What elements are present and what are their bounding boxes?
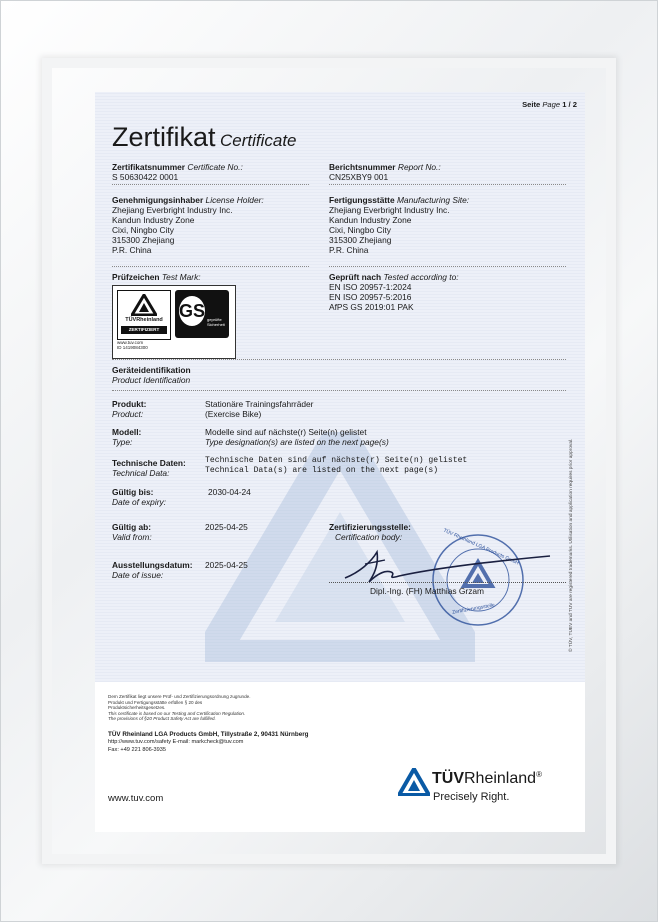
- report-no-value: CN25XBY9 001: [329, 172, 389, 182]
- divider: [329, 184, 566, 185]
- manufacturing-site-block: [329, 195, 469, 255]
- gs-mark-sub: [207, 317, 225, 327]
- technical-data-value-en: Technical Data(s) are listed on the next page(s): [205, 466, 439, 475]
- stamp-inner-text: Zertifizierungsstelle: [451, 602, 496, 616]
- valid-until-value: 2030-04-24: [208, 487, 251, 497]
- page-title: [112, 122, 297, 152]
- cert-no-block: [112, 162, 243, 182]
- cert-body-label-en: Certification body:: [335, 532, 403, 542]
- cert-no-value: S 50630422 0001: [112, 172, 179, 182]
- standard-line: EN ISO 20957-1:2024: [329, 282, 412, 292]
- standard-line: AfPS GS 2019:01 PAK: [329, 302, 414, 312]
- tuv-mark-text: TÜVRheinland: [125, 317, 163, 323]
- footnote-line: Dem Zertifikat liegt unsere Prüf- und Zertifizierungsordnung zugrunde.: [108, 694, 251, 699]
- valid-until-label: [112, 487, 166, 507]
- license-holder-label-en: License Holder:: [205, 195, 264, 205]
- technical-data-label-de: Technische Daten:: [112, 458, 186, 468]
- manufacturing-site-line: Zhejiang Everbright Industry Inc.: [329, 205, 450, 215]
- stamp-outer-text: TÜV Rheinland LGA Products GmbH: [442, 527, 520, 567]
- report-no-label-de: Berichtsnummer: [329, 162, 396, 172]
- manufacturing-site-label-de: Fertigungsstätte: [329, 195, 395, 205]
- technical-data-label: [112, 458, 186, 478]
- product-identification-heading: [112, 365, 191, 385]
- license-holder-line: Kandun Industry Zone: [112, 215, 195, 225]
- manufacturing-site-line: P.R. China: [329, 245, 369, 255]
- technical-data-value-de: Technische Daten sind auf nächste(r) Seite(n) gelistet: [205, 456, 468, 465]
- model-label: [112, 427, 141, 447]
- technical-data-value: [205, 456, 467, 476]
- issue-date-value: 2025-04-25: [205, 560, 248, 570]
- footnote-line: This certificate is based on our Testing and Certification Regulation.: [108, 710, 246, 716]
- test-mark-label: [112, 272, 201, 282]
- product-identification-en: Product Identification: [112, 375, 191, 385]
- brand-name-bold: TÜV: [432, 770, 464, 787]
- license-holder-line: Cixi, Ningbo City: [112, 225, 174, 235]
- brand-name-rest: Rheinland: [464, 770, 537, 787]
- tuv-mark: [117, 290, 171, 340]
- signature-line: [329, 582, 566, 583]
- tuv-mark-id: ID 1419084300: [117, 345, 148, 351]
- technical-data-label-en: Technical Data:: [112, 468, 170, 478]
- company-name: TÜV Rheinland LGA Products GmbH, Tillystraße 2, 90431 Nürnberg: [108, 731, 309, 738]
- model-value-en: Type designation(s) are listed on the next page(s): [205, 437, 389, 447]
- issue-date-label-en: Date of issue:: [112, 570, 164, 580]
- brand-reg: ®: [536, 770, 542, 779]
- valid-from-label-de: Gültig ab:: [112, 522, 152, 532]
- gs-mark: [175, 290, 229, 338]
- license-holder-block: [112, 195, 264, 255]
- trademark-note: © TÜV, TUEV and TUV are registered trademarks. Utilisation and application requires prior approval.: [569, 438, 574, 652]
- manufacturing-site-line: Kandun Industry Zone: [329, 215, 412, 225]
- title-en: Certificate: [219, 131, 297, 150]
- tested-according-label-en: Tested according to:: [383, 272, 459, 282]
- page-label-de: Seite: [522, 100, 541, 109]
- signatory-name: Dipl.-Ing. (FH) Matthias Grzam: [370, 586, 485, 596]
- company-block: [108, 731, 309, 754]
- cert-no-label-de: Zertifikatsnummer: [112, 162, 186, 172]
- company-contact: http://www.tuv.com/safety E-mail: markcheck@tuv.com: [108, 738, 244, 745]
- test-mark-label-en: Test Mark:: [161, 272, 201, 282]
- valid-from-label: [112, 522, 152, 542]
- gs-mark-text: GS: [179, 296, 205, 326]
- report-no-block: [329, 162, 441, 182]
- divider: [112, 359, 566, 360]
- product-value: [205, 399, 313, 419]
- page-label-en: Page: [542, 100, 561, 109]
- divider: [329, 266, 566, 267]
- issue-date-label: [112, 560, 193, 580]
- license-holder-label-de: Genehmigungsinhaber: [112, 195, 204, 205]
- company-fax: Fax: +49 221 806-3935: [108, 746, 167, 753]
- tuv-mark-zert: ZERTIFIZIERT: [121, 326, 167, 334]
- footnotes: [108, 694, 250, 722]
- issue-date-label-de: Ausstellungsdatum:: [112, 560, 193, 570]
- license-holder-line: Zhejiang Everbright Industry Inc.: [112, 205, 233, 215]
- divider: [112, 266, 309, 267]
- tuv-mark-meta: [117, 340, 148, 351]
- certificate-paper: [95, 92, 585, 832]
- test-mark-label-de: Prüfzeichen: [112, 272, 160, 282]
- standard-line: EN ISO 20957-5:2016: [329, 292, 412, 302]
- model-label-de: Modell:: [112, 427, 142, 437]
- tuv-triangle-icon: [131, 294, 157, 316]
- report-no-label-en: Report No.:: [397, 162, 441, 172]
- product-value-de: Stationäre Trainingsfahrräder: [205, 399, 314, 409]
- gs-sub-line: Sicherheit: [207, 322, 225, 327]
- valid-until-label-en: Date of expiry:: [112, 497, 166, 507]
- manufacturing-site-line: 315300 Zhejiang: [329, 235, 392, 245]
- divider: [112, 184, 309, 185]
- tuv-rheinland-logo-icon: [398, 768, 430, 796]
- title-de: Zertifikat: [112, 122, 216, 152]
- model-label-en: Type:: [112, 437, 133, 447]
- model-value: [205, 427, 389, 447]
- product-label: [112, 399, 146, 419]
- brand-slogan: Precisely Right.: [433, 791, 510, 803]
- model-value-de: Modelle sind auf nächste(r) Seite(n) gelistet: [205, 427, 367, 437]
- page-number: [522, 100, 577, 109]
- divider: [112, 390, 566, 391]
- product-label-de: Produkt:: [112, 399, 147, 409]
- manufacturing-site-label-en: Manufacturing Site:: [396, 195, 470, 205]
- license-holder-line: P.R. China: [112, 245, 152, 255]
- valid-until-label-de: Gültig bis:: [112, 487, 154, 497]
- brand-name: [432, 770, 542, 788]
- valid-from-label-en: Valid from:: [112, 532, 152, 542]
- valid-from-value: 2025-04-25: [205, 522, 248, 532]
- test-mark-logos: [112, 285, 236, 359]
- cert-body-label-de: Zertifizierungsstelle:: [329, 522, 411, 532]
- page-number-value: 1 / 2: [562, 100, 577, 109]
- footer-website-link[interactable]: www.tuv.com: [108, 793, 164, 804]
- footnote-line: Produkt und Fertigungsstätte erfüllen § 20 des: [108, 699, 203, 705]
- gs-sub-line: geprüfte: [207, 317, 222, 322]
- license-holder-line: 315300 Zhejiang: [112, 235, 175, 245]
- footnote-line: The provisions of §20 Product Safety Act are fulfilled.: [108, 716, 216, 722]
- tested-according-block: [329, 272, 459, 312]
- product-label-en: Product:: [112, 409, 144, 419]
- tuv-mark-url: www.tuv.com: [117, 340, 144, 345]
- cert-body-label: [329, 522, 411, 542]
- product-value-en: (Exercise Bike): [205, 409, 262, 419]
- signature-icon: [325, 544, 555, 586]
- manufacturing-site-line: Cixi, Ningbo City: [329, 225, 391, 235]
- tested-according-label-de: Geprüft nach: [329, 272, 382, 282]
- footnote-line: Produktsicherheitsgesetzes.: [108, 705, 166, 711]
- cert-no-label-en: Certificate No.:: [187, 162, 243, 172]
- product-identification-de: Geräteidentifikation: [112, 365, 191, 375]
